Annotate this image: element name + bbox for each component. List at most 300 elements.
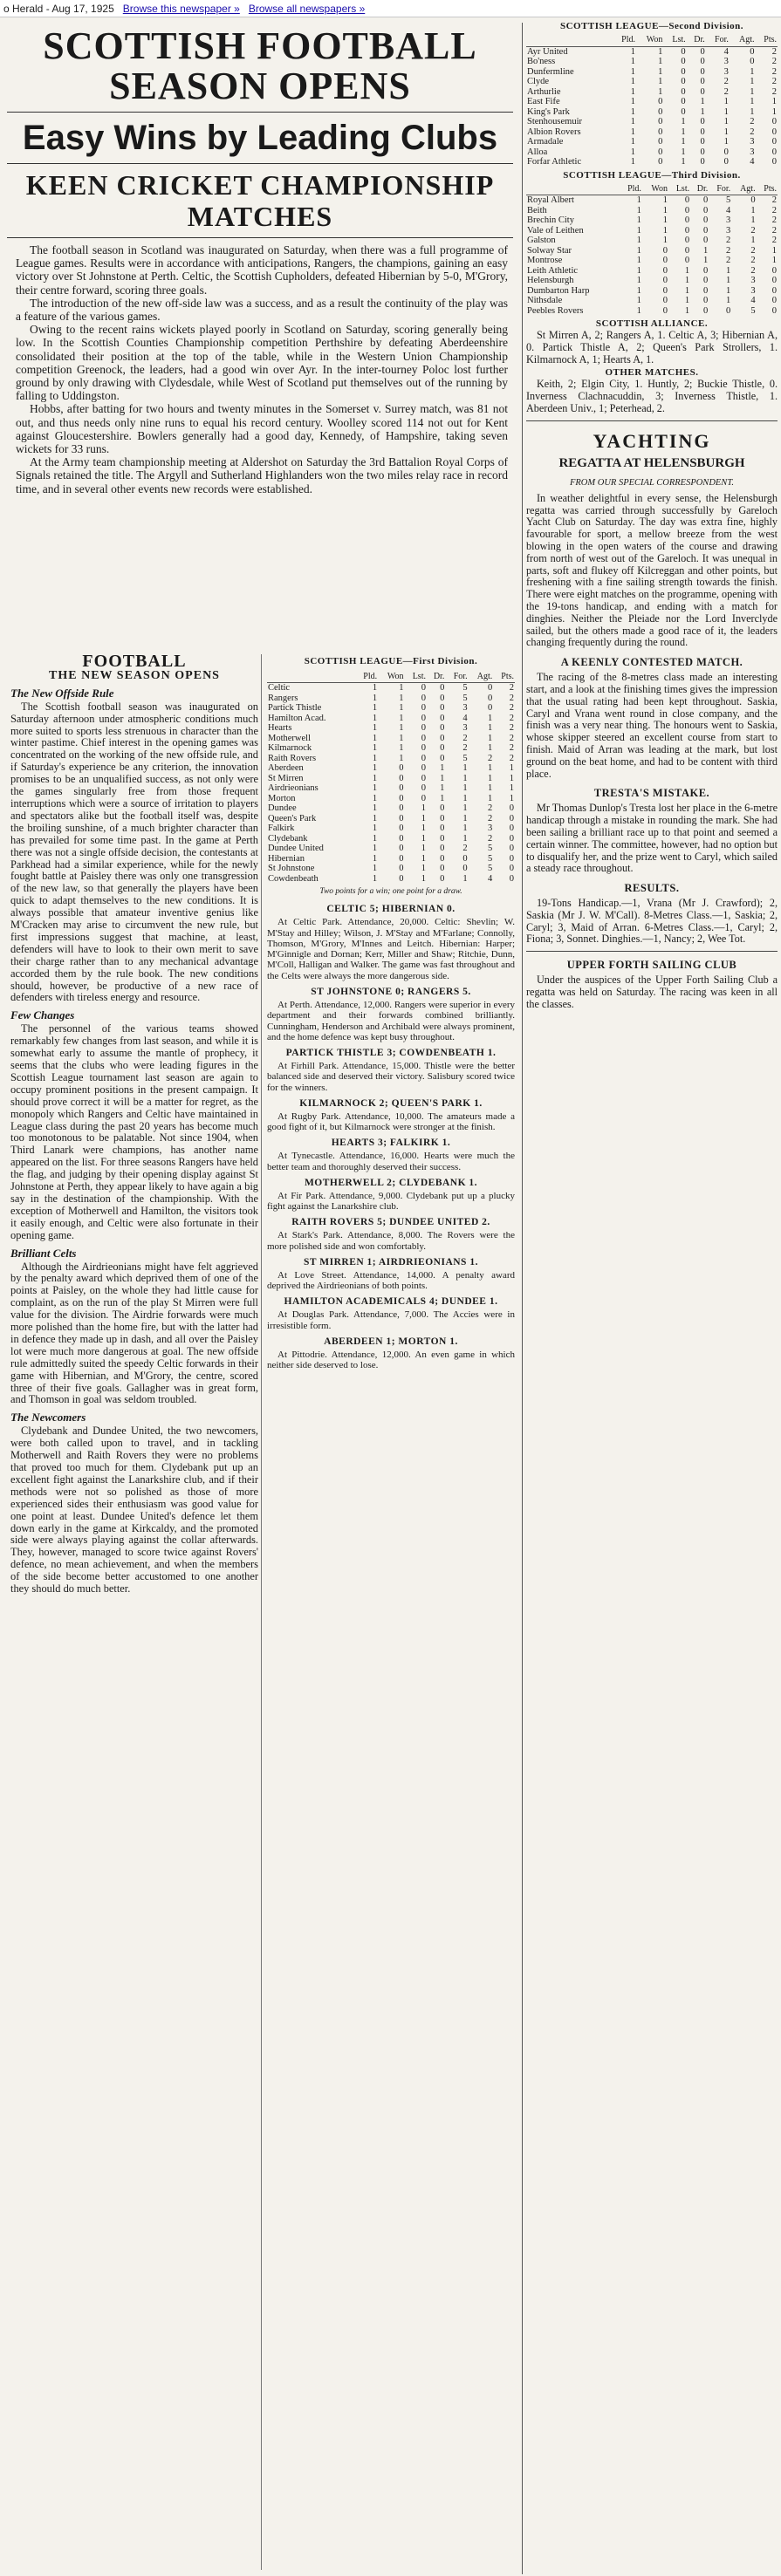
table-row: [526, 226, 778, 236]
table-cell: 1: [662, 195, 668, 205]
table-cell: 1: [681, 147, 686, 157]
table-cell: 0: [702, 195, 709, 205]
table-cell: 0: [700, 126, 705, 137]
table-cell: Beith: [527, 205, 547, 215]
table-cell: 1: [372, 813, 378, 823]
table-cell: 1: [372, 763, 378, 774]
table-cell: 1: [636, 195, 641, 205]
table-cell: Helensburgh: [527, 276, 574, 285]
table-cell: 5: [462, 693, 468, 703]
match-report-text: At Love Street. Attendance, 14,000. A penalty award deprived the Airdrieonians of both points.: [267, 1269, 515, 1292]
table-cell: Arthurlie: [527, 86, 561, 97]
table-header-cell: Agt.: [469, 671, 494, 683]
table-cell: 0: [440, 853, 445, 864]
lead-paragraph: Owing to the recent rains wickets played poorly in Scotland on Saturday, scoring generally being low. In the Scottish Counties Championship competition Perthshire by defeating Aberdeenshire consolidated their position at the top of the table, while in the Western Union Championship competition Greenock, the leaders, had a good win over Ayr. In the inter-tourney Poloc lost further ground by only drawing with Clydesdale, while West of Scotland put themselves out of the running by falling to Uddingston.: [16, 323, 508, 403]
table-cell: 1: [702, 256, 709, 265]
table-row: [267, 844, 515, 854]
table-cell: 5: [725, 195, 731, 205]
table-row: [526, 57, 778, 67]
table-cell: Rangers: [268, 693, 298, 703]
table-cell: 2: [725, 236, 731, 245]
table-cell: 1: [723, 126, 729, 137]
table-row: [526, 157, 778, 167]
table-cell: 0: [771, 285, 777, 296]
table-cell: 0: [662, 265, 668, 276]
table-cell: 2: [488, 803, 493, 814]
table-cell: 1: [700, 106, 705, 117]
table-cell: 1: [630, 117, 635, 126]
table-cell: 0: [700, 86, 705, 97]
match-report-title: ST MIRREN 1; AIRDRIEONIANS 1.: [304, 1256, 478, 1268]
table-cell: 1: [771, 245, 777, 256]
table-cell: 3: [725, 215, 731, 225]
table-cell: Queen's Park: [268, 813, 317, 823]
table-header-cell: Pts.: [757, 183, 778, 195]
table-cell: Hearts: [268, 723, 292, 734]
table-row: [267, 803, 515, 814]
table-cell: 1: [658, 46, 663, 57]
table-cell: 2: [771, 236, 777, 245]
table-cell: 4: [488, 873, 493, 884]
table-cell: 2: [750, 117, 755, 126]
table-cell: 5: [488, 853, 493, 864]
table-cell: 0: [440, 713, 445, 723]
table-cell: 0: [440, 823, 445, 834]
results-column: [267, 654, 515, 2573]
table-cell: 1: [488, 743, 493, 754]
table-cell: 0: [681, 77, 686, 86]
third-division-caption: SCOTTISH LEAGUE—Third Division.: [563, 169, 741, 181]
table-cell: 0: [684, 205, 690, 215]
match-report-text: At Celtic Park. Attendance, 20,000. Celtic: Shevlin; W. M'Stay and Hilley; Wilson, J. M'Stay and M'Farlane; Connolly, Thomson, M'Grory, M'Innes and Leitch. Hibernian: Harper; M'Ginnigle and Dornan; Kerr, Miller and Shaw; Ritchie, Dunn, M'Coll, Halligan and Walker. The game was fast throughout and the Celts were always the more dangerous side.: [267, 917, 515, 981]
match-report-title: HAMILTON ACADEMICALS 4; DUNDEE 1.: [284, 1296, 498, 1308]
table-cell: 0: [462, 853, 468, 864]
table-row: [267, 823, 515, 834]
table-cell: 1: [372, 723, 378, 734]
table-cell: Solway Star: [527, 245, 572, 256]
newspaper-page: [0, 17, 781, 2576]
table-cell: 1: [440, 793, 445, 803]
subhead-few-changes: Few Changes: [10, 1008, 75, 1022]
table-cell: 0: [771, 137, 777, 147]
lead-paragraph: The football season in Scotland was inaugurated on Saturday, when there was a full programme of League games. Results were in accordance with anticipations, Rangers, the champions, gaining an easy victory over St Johnstone at Perth. Celtic, the Scottish Cupholders, defeated Hibernian by 5-0, M'Grory, their centre forward, scoring three goals.: [16, 243, 508, 297]
table-header-cell: Pts.: [493, 671, 515, 683]
table-cell: 0: [440, 864, 445, 874]
table-cell: 0: [702, 225, 709, 236]
table-cell: Dunfermline: [527, 66, 574, 77]
table-cell: 2: [509, 753, 514, 763]
table-row: [526, 266, 778, 277]
table-cell: 1: [630, 126, 635, 137]
table-cell: 0: [421, 703, 426, 714]
table-cell: 5: [462, 683, 468, 694]
table-cell: 2: [771, 215, 777, 225]
table-cell: 4: [750, 296, 756, 305]
table-header-cell: Pld.: [613, 34, 636, 46]
table-cell: 1: [372, 753, 378, 763]
table-cell: 1: [372, 693, 378, 703]
table-cell: 0: [723, 147, 729, 157]
table-cell: 1: [462, 773, 468, 783]
table-header-cell: [267, 671, 355, 683]
table-cell: 1: [750, 97, 755, 106]
table-cell: 1: [684, 285, 690, 296]
table-row: [526, 46, 778, 57]
table-cell: 1: [488, 723, 493, 734]
table-cell: 1: [372, 864, 378, 874]
table-row: [526, 236, 778, 246]
table-row: [267, 783, 515, 794]
table-cell: 3: [723, 57, 729, 66]
table-cell: 1: [488, 763, 493, 774]
table-cell: 0: [399, 853, 404, 864]
other-matches-results: Keith, 2; Elgin City, 1. Huntly, 2; Buckie Thistle, 0. Inverness Clachnacuddin, 3; Inverness Thistle, 1. Aberdeen Univ., 1; Peterhead, 2.: [526, 378, 778, 414]
table-header-cell: For.: [709, 183, 731, 195]
table-cell: 0: [702, 305, 709, 316]
table-cell: 0: [509, 803, 514, 814]
table-cell: 1: [681, 126, 686, 137]
right-column: [526, 19, 778, 2576]
table-row: [526, 147, 778, 158]
table-cell: 1: [662, 236, 668, 245]
table-cell: 2: [488, 833, 493, 844]
table-cell: Vale of Leithen: [527, 225, 584, 236]
table-cell: 0: [399, 793, 404, 803]
table-cell: 3: [462, 723, 468, 734]
table-cell: 0: [421, 793, 426, 803]
table-cell: 0: [440, 813, 445, 823]
table-cell: 3: [723, 66, 729, 77]
main-headline: SCOTTISH FOOTBALL SEASON OPENS: [43, 24, 477, 107]
table-cell: 1: [421, 844, 426, 854]
table-cell: 1: [488, 713, 493, 723]
archive-toolbar: [0, 0, 781, 17]
table-cell: 2: [771, 57, 777, 66]
lead-paragraph: The introduction of the new off-side law was a success, and as a result the continuity of the play was a feature of the various games.: [16, 296, 508, 324]
table-cell: Kilmarnock: [268, 743, 312, 754]
browse-this-newspaper-link[interactable]: Browse this newspaper »: [122, 2, 240, 15]
table-cell: 1: [662, 205, 668, 215]
table-row: [267, 743, 515, 754]
table-header-cell: [526, 34, 613, 46]
table-cell: 1: [372, 783, 378, 794]
table-cell: 1: [636, 305, 641, 316]
table-cell: 1: [750, 66, 755, 77]
table-cell: 0: [700, 66, 705, 77]
table-cell: 0: [440, 723, 445, 734]
article-paragraph: Under the auspices of the Upper Forth Sailing Club a regatta was held on Saturday. The racing was keen in all the classes.: [526, 974, 778, 1010]
table-cell: 1: [421, 873, 426, 884]
subhead-trestas-mistake: TRESTA'S MISTAKE.: [593, 787, 710, 800]
table-cell: 1: [630, 77, 635, 86]
table-cell: 2: [509, 733, 514, 743]
table-cell: 1: [421, 833, 426, 844]
league-table: [267, 671, 515, 885]
match-report-text: At Douglas Park. Attendance, 7,000. The Accies were in irresistible form.: [267, 1309, 515, 1331]
table-row: [526, 246, 778, 256]
table-cell: 0: [771, 265, 777, 276]
table-cell: 0: [399, 803, 404, 814]
table-cell: 1: [725, 276, 731, 285]
match-report-text: At Pittodrie. Attendance, 12,000. An even game in which neither side deserved to lose.: [267, 1349, 515, 1371]
table-cell: 0: [658, 126, 663, 137]
table-cell: Celtic: [268, 683, 291, 694]
table-cell: 3: [750, 285, 756, 296]
table-cell: 0: [421, 783, 426, 794]
table-cell: 0: [399, 763, 404, 774]
table-cell: 1: [750, 86, 755, 97]
table-cell: 3: [462, 703, 468, 714]
table-cell: 0: [440, 873, 445, 884]
yachting-subtitle: REGATTA AT HELENSBURGH: [558, 455, 745, 470]
main-story: [0, 17, 520, 2576]
table-cell: 1: [421, 813, 426, 823]
table-cell: 0: [488, 703, 493, 714]
table-cell: 1: [636, 276, 641, 285]
table-row: [526, 77, 778, 87]
table-cell: 1: [725, 285, 731, 296]
table-row: [267, 714, 515, 724]
table-cell: 1: [771, 97, 777, 106]
table-cell: 0: [681, 57, 686, 66]
table-cell: 1: [702, 245, 709, 256]
table-cell: 0: [399, 873, 404, 884]
table-cell: 1: [421, 853, 426, 864]
table-cell: 2: [771, 86, 777, 97]
table-cell: 0: [658, 157, 663, 167]
table-cell: East Fife: [527, 97, 560, 106]
table-cell: 0: [399, 813, 404, 823]
table-cell: 0: [684, 225, 690, 236]
column-rule: [261, 654, 262, 2570]
match-reports: [267, 904, 515, 1370]
table-cell: 1: [684, 305, 690, 316]
table-cell: Aberdeen: [268, 763, 304, 774]
table-cell: 0: [700, 157, 705, 167]
table-cell: 0: [702, 215, 709, 225]
table-cell: 1: [636, 285, 641, 296]
table-cell: 2: [750, 245, 756, 256]
table-cell: 2: [771, 205, 777, 215]
league-table-caption: SCOTTISH LEAGUE—First Division.: [304, 656, 478, 666]
yachting-byline: FROM OUR SPECIAL CORRESPONDENT.: [569, 477, 734, 488]
table-cell: Royal Albert: [527, 195, 574, 205]
table-cell: 1: [372, 844, 378, 854]
table-header-cell: Pts.: [756, 34, 778, 46]
table-cell: 0: [440, 833, 445, 844]
table-cell: 1: [488, 793, 493, 803]
match-report-title: MOTHERWELL 2; CLYDEBANK 1.: [304, 1177, 478, 1188]
table-cell: 1: [630, 46, 635, 57]
table-cell: 0: [509, 813, 514, 823]
table-cell: 1: [771, 256, 777, 265]
table-cell: 0: [684, 195, 690, 205]
table-cell: 0: [440, 683, 445, 694]
table-cell: 0: [509, 864, 514, 874]
subhead-offside: The New Offside Rule: [10, 686, 114, 700]
table-cell: 0: [723, 157, 729, 167]
table-cell: Raith Rovers: [268, 753, 317, 763]
match-report-text: At Rugby Park. Attendance, 10,000. The amateurs made a good fight of it, but Kilmarnock were stronger at the finish.: [267, 1110, 515, 1133]
table-row: [267, 854, 515, 864]
table-cell: 0: [684, 245, 690, 256]
table-cell: 0: [700, 147, 705, 157]
table-row: [526, 306, 778, 317]
table-cell: 4: [723, 46, 729, 57]
table-cell: 3: [488, 823, 493, 834]
table-cell: 1: [399, 683, 404, 694]
table-cell: 0: [509, 853, 514, 864]
table-cell: 0: [440, 733, 445, 743]
table-row: [267, 794, 515, 804]
table-cell: 2: [771, 66, 777, 77]
table-row: [267, 763, 515, 774]
table-cell: Brechin City: [527, 215, 574, 225]
table-cell: 0: [681, 97, 686, 106]
table-cell: 1: [662, 225, 668, 236]
table-cell: 2: [509, 703, 514, 714]
table-cell: 2: [771, 46, 777, 57]
table-cell: Nithsdale: [527, 296, 563, 305]
table-cell: 1: [372, 793, 378, 803]
table-cell: Falkirk: [268, 823, 295, 834]
table-cell: 1: [462, 783, 468, 794]
table-cell: 0: [662, 256, 668, 265]
table-cell: 1: [684, 265, 690, 276]
table-header-cell: Won: [642, 183, 668, 195]
table-header-cell: Dr.: [687, 34, 706, 46]
table-header-cell: Won: [378, 671, 404, 683]
table-header-cell: Lst.: [668, 183, 690, 195]
match-report-text: At Stark's Park. Attendance, 8,000. The Rovers were the more polished side and won comfortably.: [267, 1230, 515, 1252]
table-cell: 0: [681, 46, 686, 57]
table-row: [267, 703, 515, 714]
table-cell: 0: [681, 86, 686, 97]
table-row: [526, 215, 778, 226]
table-cell: 0: [684, 236, 690, 245]
table-row: [526, 117, 778, 127]
second-division-caption: SCOTTISH LEAGUE—Second Division.: [559, 21, 744, 31]
table-cell: 2: [509, 743, 514, 754]
alliance-title: SCOTTISH ALLIANCE.: [595, 318, 709, 329]
table-cell: 1: [372, 853, 378, 864]
table-cell: 2: [509, 713, 514, 723]
table-cell: 0: [421, 763, 426, 774]
table-cell: 1: [372, 823, 378, 834]
browse-all-newspapers-link[interactable]: Browse all newspapers »: [248, 2, 366, 15]
table-cell: 0: [462, 864, 468, 874]
table-cell: 0: [421, 713, 426, 723]
table-cell: Clyde: [527, 77, 550, 86]
table-cell: 0: [488, 693, 493, 703]
table-row: [526, 97, 778, 107]
second-division-table: [526, 34, 778, 167]
table-cell: 2: [462, 733, 468, 743]
table-cell: 1: [372, 713, 378, 723]
table-cell: 4: [725, 205, 731, 215]
table-cell: 0: [421, 723, 426, 734]
table-row: [526, 286, 778, 297]
table-cell: 0: [700, 46, 705, 57]
table-cell: 0: [440, 703, 445, 714]
table-header-cell: Agt.: [731, 183, 756, 195]
table-cell: 0: [421, 683, 426, 694]
table-cell: 2: [462, 743, 468, 754]
table-cell: 0: [771, 276, 777, 285]
table-cell: 4: [462, 713, 468, 723]
table-cell: Morton: [268, 793, 296, 803]
table-cell: 1: [681, 157, 686, 167]
table-cell: 0: [509, 844, 514, 854]
table-row: [267, 683, 515, 694]
table-cell: 1: [658, 86, 663, 97]
table-cell: 0: [750, 57, 755, 66]
table-cell: 1: [462, 803, 468, 814]
table-cell: Armadale: [527, 137, 564, 147]
table-cell: 0: [488, 683, 493, 694]
table-cell: 0: [771, 147, 777, 157]
table-cell: 1: [372, 683, 378, 694]
table-cell: 1: [750, 205, 756, 215]
table-cell: 2: [771, 225, 777, 236]
table-cell: 1: [509, 773, 514, 783]
table-cell: 1: [462, 823, 468, 834]
table-cell: 0: [399, 773, 404, 783]
table-cell: Partick Thistle: [268, 703, 322, 714]
lead-paragraph: Hobbs, after batting for two hours and twenty minutes in the Somerset v. Surrey match, was 81 not out, and thus needs only nine runs to equal his record century. Woolley scored 114 not out for Kent against Gloucestershire. Bowlers generally had a good day, Kennedy, of Hampshire, taking seven wickets for 33 runs.: [16, 402, 508, 456]
table-cell: 1: [630, 106, 635, 117]
table-cell: 1: [488, 733, 493, 743]
table-cell: 0: [662, 276, 668, 285]
table-cell: 1: [421, 823, 426, 834]
table-cell: 2: [509, 723, 514, 734]
table-cell: 1: [636, 215, 641, 225]
article-paragraph: The Scottish football season was inaugurated on Saturday afternoon under atmospheric conditions much more suited to sports less strenuous in character than the winter pastime. Chief interest in the opening games was concentrated on the working of the new offside rule, and if Saturday's experience be any criterion, the innovation promises to be an unqualified success, as not only were the games singularly free from those frequent interruptions which were a source of irritation to players and spectators alike but the football itself was, despite the broiling sunshine, of a much brighter character than has prevailed for some time past. In the game at Perth there was not a single offside decision, the contestants at Parkhead had a similar experience, while for the newly fought battle at Paisley there was only one transgression of the new law, so that generally the players have been quick to adapt themselves to the new conditions. It is always possible that amateur inventive genius like M'Cracken may arise to circumvent the new rule, but first impressions suggest that machine, at least, defenders will have to look to their own merit to save their charge rather than to any mechanical advantage accorded them by the rule book. The new conditions should, however, be productive of a new race of defenders with tireless energy and resource.: [10, 700, 258, 1004]
table-cell: 0: [702, 296, 709, 305]
table-cell: 1: [636, 256, 641, 265]
table-cell: Hibernian: [268, 853, 305, 864]
table-header-cell: For.: [445, 671, 468, 683]
article-paragraph: The personnel of the various teams showed remarkably few changes from last season, and while it is somewhat early to assume the mantle of prophecy, it seems that the clubs who were leading figures in the Scottish League tournament last season are again to occupy prominent positions in the present campaign. It should prove correct it will be a matter for regret, as the monopoly which Rangers and Celtic have maintained in League class during the past 20 years has become much too monotonous to be palatable. Not since 1904, when Third Lanark were champions, has another name appeared on the list. For three seasons Rangers have held the flag, and judging by their opening display against St Johnstone at Perth, they appear likely to have again a big say in the destination of the championship. With the exception of Motherwell and Hamilton, the visitors took it easily enough, and Celtic were also fortunate in their opening game.: [10, 1022, 258, 1241]
table-row: [267, 774, 515, 784]
table-cell: 0: [662, 245, 668, 256]
table-row: [526, 87, 778, 98]
table-cell: 1: [636, 245, 641, 256]
table-cell: King's Park: [527, 106, 570, 117]
table-cell: 0: [399, 823, 404, 834]
table-cell: 0: [421, 693, 426, 703]
table-cell: 1: [630, 137, 635, 147]
table-cell: 0: [771, 296, 777, 305]
table-cell: 1: [488, 773, 493, 783]
table-cell: 1: [750, 106, 755, 117]
table-cell: 0: [700, 57, 705, 66]
table-cell: 0: [509, 833, 514, 844]
table-cell: 0: [399, 864, 404, 874]
table-cell: 1: [700, 97, 705, 106]
table-cell: 3: [750, 137, 755, 147]
table-cell: 0: [399, 844, 404, 854]
upper-forth-title: UPPER FORTH SAILING CLUB: [566, 959, 737, 972]
table-cell: 5: [750, 305, 756, 316]
table-cell: 1: [636, 225, 641, 236]
table-cell: 1: [440, 783, 445, 794]
table-cell: 0: [658, 106, 663, 117]
table-cell: 1: [399, 713, 404, 723]
publication-title: o Herald - Aug 17, 1925: [3, 2, 114, 15]
table-header-cell: Agt.: [730, 34, 756, 46]
yachting-title: YACHTING: [593, 429, 711, 452]
